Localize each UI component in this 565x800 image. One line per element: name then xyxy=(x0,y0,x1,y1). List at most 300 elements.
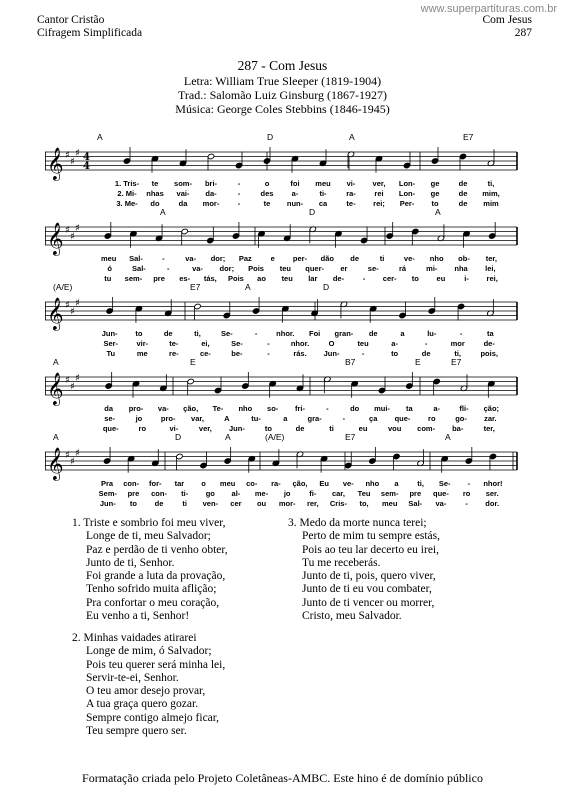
lyric-syllable: Lon- xyxy=(398,189,416,198)
lyric-syllable: ção; xyxy=(483,404,500,413)
sharp-icon: ♯ xyxy=(65,225,70,236)
lyric-syllable: Sem- xyxy=(98,489,117,498)
lyric-syllable: Sal- xyxy=(408,499,423,508)
verse-line: Paz e perdão de ti venho obter, xyxy=(86,543,228,556)
sharp-icon: ♯ xyxy=(75,148,80,159)
lyric-syllable: - xyxy=(166,264,170,273)
lyric-syllable: rei, xyxy=(486,274,498,283)
lyric-syllable: - xyxy=(267,349,270,358)
note-head xyxy=(194,303,201,309)
title-block xyxy=(0,58,565,116)
chord-symbol: E7 xyxy=(190,282,201,292)
note-head xyxy=(386,233,393,239)
lyric-syllable: ao xyxy=(257,274,266,283)
lyric-syllable: Se- xyxy=(438,479,451,488)
verse-1 xyxy=(72,517,228,623)
lyric-syllable: ção, xyxy=(292,479,308,488)
note-head xyxy=(235,162,242,168)
lyric-syllable: pre xyxy=(127,489,140,498)
note-head xyxy=(207,237,214,243)
lyric-syllable: ba- xyxy=(452,424,464,433)
sharp-icon: ♯ xyxy=(70,306,75,318)
sharp-icon: ♯ xyxy=(75,373,80,384)
note-head xyxy=(393,453,400,459)
lyric-syllable: 2. Mi- xyxy=(117,189,137,198)
verse-3 xyxy=(288,517,440,623)
lyric-syllable: nhas xyxy=(146,189,164,198)
lyric-syllable: ser. xyxy=(485,489,499,498)
lyric-syllable: te xyxy=(151,179,159,188)
lyric-syllable: de xyxy=(154,499,164,508)
translation-credit: Trad.: Salomão Luiz Ginsburg (1867-1927) xyxy=(178,88,387,102)
sharp-icon: ♯ xyxy=(70,456,75,468)
note-head xyxy=(465,458,472,464)
lyric-syllable: - xyxy=(267,339,270,348)
chord-symbol: E7 xyxy=(451,357,462,367)
note-head xyxy=(214,387,221,393)
verse-line: Servir-te-ei, Senhor. xyxy=(86,671,179,684)
lyric-syllable: Se- xyxy=(231,339,243,348)
lyric-syllable: ti, xyxy=(487,179,495,188)
lyric-syllable: pro- xyxy=(160,414,176,423)
lyric-syllable: Jun- xyxy=(323,349,340,358)
lyric-syllable: - xyxy=(424,339,428,348)
lyric-syllable: sem- xyxy=(380,489,399,498)
lyric-syllable: nun- xyxy=(286,199,304,208)
chord-symbol: D xyxy=(267,132,274,142)
lyric-syllable: jo xyxy=(135,414,143,423)
lyric-syllable: ve- xyxy=(403,254,415,263)
sharp-icon: ♯ xyxy=(65,450,70,461)
verse-line: Longe de ti, meu Salvador; xyxy=(86,530,211,543)
lyric-syllable: de xyxy=(163,329,173,338)
lyric-syllable: eu xyxy=(358,424,368,433)
lyric-syllable: teu xyxy=(357,339,369,348)
lyric-syllable: lu- xyxy=(427,329,437,338)
lyric-syllable: de xyxy=(421,349,431,358)
lyric-syllable: O xyxy=(328,339,335,348)
chord-symbol: D xyxy=(323,282,330,292)
lyrics-credit: Letra: William True Sleeper (1819-1904) xyxy=(183,74,382,88)
page-title: 287 - Com Jesus xyxy=(237,58,328,73)
lyric-syllable: dor; xyxy=(210,254,226,263)
chord-symbol: A xyxy=(245,282,251,292)
lyric-syllable: Lon- xyxy=(398,179,416,188)
note-head xyxy=(242,383,249,389)
lyric-syllable: con- xyxy=(151,489,167,498)
lyric-syllable: que- xyxy=(102,424,119,433)
lyric-syllable: ti xyxy=(182,499,187,508)
lyric-syllable: re- xyxy=(169,349,179,358)
note-head xyxy=(459,153,466,159)
lyric-syllable: per- xyxy=(292,254,308,263)
lyric-syllable: te- xyxy=(169,339,179,348)
note-head xyxy=(489,453,496,459)
lyric-syllable: ti, xyxy=(194,329,201,338)
verse-line: Tu me receberás. xyxy=(302,556,381,569)
lyric-syllable: Ser- xyxy=(103,339,119,348)
lyric-syllable: va- xyxy=(185,254,197,263)
lyric-syllable: ra- xyxy=(271,479,281,488)
lyric-syllable: vou xyxy=(387,424,402,433)
chord-symbol: E7 xyxy=(345,432,356,442)
lyric-syllable: vi- xyxy=(346,179,356,188)
note-head xyxy=(378,387,385,393)
lyric-syllable: - xyxy=(362,274,366,283)
verse-line: O teu amor desejo provar, xyxy=(86,685,206,698)
lyric-syllable: a xyxy=(400,329,405,338)
lyric-syllable: meu xyxy=(100,254,117,263)
verse-line: Cristo, meu Salvador. xyxy=(302,610,402,623)
lyric-syllable: Teu xyxy=(357,489,371,498)
note-head xyxy=(457,303,464,309)
lyric-syllable: te xyxy=(263,199,271,208)
sharp-icon: ♯ xyxy=(75,223,80,234)
lyric-syllable: gran- xyxy=(334,329,354,338)
lyric-syllable: va- xyxy=(192,264,203,273)
verse-line: Pra confortar o meu coração, xyxy=(86,596,220,609)
lyric-syllable: jo xyxy=(283,489,291,498)
lyric-syllable: da- xyxy=(205,189,217,198)
lyric-syllable: ó xyxy=(107,264,112,273)
lyric-syllable: - xyxy=(459,329,463,338)
lyric-syllable: de- xyxy=(483,339,495,348)
lyric-syllable: rei; xyxy=(373,199,385,208)
lyric-syllable: dor; xyxy=(219,264,235,273)
lyric-syllable: ta xyxy=(487,329,494,338)
lyric-syllable: mor- xyxy=(202,199,220,208)
lyric-syllable: 1. Tris- xyxy=(114,179,140,188)
lyric-syllable: a- xyxy=(433,404,440,413)
lyric-syllable: 3. Me- xyxy=(116,199,138,208)
lyric-syllable: pro- xyxy=(128,404,144,413)
lyric-syllable: - xyxy=(467,479,471,488)
lyric-syllable: va- xyxy=(435,499,447,508)
lyric-syllable: que- xyxy=(394,414,411,423)
sharp-icon: ♯ xyxy=(70,231,75,243)
lyric-syllable: nhor. xyxy=(276,329,295,338)
lyric-syllable: Eu xyxy=(319,479,329,488)
lyric-syllable: meu xyxy=(315,179,331,188)
lyric-syllable: de xyxy=(458,189,468,198)
lyric-syllable: - xyxy=(237,179,241,188)
lyric-syllable: dão xyxy=(320,254,334,263)
lyric-syllable: ge xyxy=(430,189,440,198)
lyric-syllable: sem- xyxy=(124,274,143,283)
lyric-syllable: ra- xyxy=(346,189,356,198)
lyric-syllable: er xyxy=(340,264,348,273)
chord-symbol: D xyxy=(175,432,182,442)
lyric-syllable: ter, xyxy=(483,424,495,433)
chord-symbol: A xyxy=(225,432,231,442)
lyric-syllable: Per- xyxy=(399,199,415,208)
note-head xyxy=(252,308,259,314)
lyric-syllable: rás. xyxy=(293,349,307,358)
note-head xyxy=(176,453,183,459)
lyric-syllable: Cris- xyxy=(329,499,347,508)
lyric-syllable: cer- xyxy=(382,274,397,283)
lyric-syllable: lei, xyxy=(485,264,496,273)
verse-line: Junto de ti, Senhor. xyxy=(86,556,175,569)
lyric-syllable: ti- xyxy=(181,489,189,498)
lyric-syllable: o xyxy=(201,479,206,488)
music-credit: Música: George Coles Stebbins (1846-1945) xyxy=(175,102,390,116)
lyric-syllable: da xyxy=(104,404,114,413)
lyric-syllable: ta xyxy=(405,404,413,413)
lyric-syllable: tás, xyxy=(203,274,217,283)
time-sig-top: 4 xyxy=(83,152,90,163)
note-head xyxy=(104,233,111,239)
time-sig-bottom: 4 xyxy=(83,161,90,172)
chord-symbol: A xyxy=(445,432,451,442)
lyric-syllable: meu xyxy=(219,479,236,488)
lyric-syllable: ti- xyxy=(319,189,327,198)
lyric-syllable: mim, xyxy=(482,189,500,198)
note-head xyxy=(431,158,438,164)
verse-line: Perto de mim tu sempre estás, xyxy=(302,530,440,543)
verse-line: Junto de ti, pois, quero viver, xyxy=(302,570,436,583)
lyric-syllable: co- xyxy=(246,479,258,488)
lyric-syllable: ti xyxy=(379,254,385,263)
lyric-syllable: nhor! xyxy=(483,479,503,488)
header-left xyxy=(37,14,142,40)
music-system-3 xyxy=(45,282,517,360)
lyric-syllable: rer, xyxy=(306,499,319,508)
lyric-syllable: var, xyxy=(191,414,204,423)
lyric-syllable: ce- xyxy=(199,349,211,358)
sharp-icon: ♯ xyxy=(65,150,70,161)
lyric-syllable: pre xyxy=(153,274,165,283)
note-head xyxy=(488,233,495,239)
lyric-syllable: es- xyxy=(179,274,191,283)
chord-symbol: E7 xyxy=(463,132,474,142)
verse-line: Tenho sofrido muita aflição; xyxy=(86,583,217,596)
lyric-syllable: mui- xyxy=(374,404,390,413)
note-head xyxy=(360,237,367,243)
lyric-syllable: do xyxy=(350,404,360,413)
note-head xyxy=(207,153,214,159)
lyric-syllable: ter, xyxy=(485,254,497,263)
verse-line: Longe de mim, ó Salvador; xyxy=(86,645,212,658)
lyric-syllable: o xyxy=(264,179,270,188)
verse-line: Junto de ti eu vou combater, xyxy=(302,583,432,596)
lyric-syllable: to, xyxy=(359,499,369,508)
note-head xyxy=(103,458,110,464)
verse-line: 1. Triste e sombrio foi meu viver, xyxy=(72,517,226,529)
lyric-syllable: - xyxy=(237,189,241,198)
lyric-syllable: ei, xyxy=(201,339,210,348)
note-head xyxy=(224,458,231,464)
lyric-syllable: so- xyxy=(267,404,279,413)
lyric-syllable: go xyxy=(205,489,215,498)
lyric-syllable: a xyxy=(394,479,399,488)
note-head xyxy=(223,312,230,318)
lyric-syllable: quer- xyxy=(305,264,325,273)
lyric-syllable: des xyxy=(260,189,274,198)
lyric-syllable: vi- xyxy=(169,424,179,433)
note-head xyxy=(406,383,413,389)
lyric-syllable: vai- xyxy=(176,189,190,198)
lyric-syllable: lar xyxy=(308,274,318,283)
lyric-syllable: to xyxy=(129,499,137,508)
lyric-syllable: de xyxy=(458,179,468,188)
note-head xyxy=(123,158,130,164)
treble-clef-icon: 𝄞 xyxy=(47,222,64,255)
lyric-syllable: se- xyxy=(104,414,116,423)
note-head xyxy=(200,462,207,468)
lyric-syllable: - xyxy=(465,499,468,508)
lyric-syllable: tu- xyxy=(251,414,261,423)
verse-line: A tua graça quero gozar. xyxy=(86,698,199,711)
lyric-line-3 xyxy=(45,499,517,510)
note-head xyxy=(433,378,440,384)
lyric-syllable: gra- xyxy=(307,414,322,423)
lyric-syllable: for- xyxy=(149,479,162,488)
note-head xyxy=(181,228,188,234)
lyric-syllable: Pois xyxy=(248,264,264,273)
verse-line: Pois ao teu lar decerto eu irei, xyxy=(302,543,439,556)
lyric-syllable: a- xyxy=(391,339,398,348)
lyric-syllable: mi- xyxy=(426,264,438,273)
treble-clef-icon: 𝄞 xyxy=(47,447,64,480)
lyric-syllable: meu xyxy=(381,499,398,508)
treble-clef-icon: 𝄞 xyxy=(47,297,64,330)
music-system-2 xyxy=(45,207,517,285)
lyric-syllable: ca xyxy=(318,199,328,208)
hymn-title-short: Com Jesus xyxy=(482,14,532,26)
lyric-syllable: fi- xyxy=(309,489,317,498)
lyric-syllable: ti, xyxy=(417,479,424,488)
note-head xyxy=(232,233,239,239)
note-head xyxy=(105,383,112,389)
lyric-syllable: se- xyxy=(367,264,379,273)
chord-symbol: A xyxy=(53,357,59,367)
lyric-syllable: me xyxy=(136,349,148,358)
lyric-syllable: nho xyxy=(365,479,380,488)
lyric-syllable: de- xyxy=(332,274,345,283)
lyric-syllable: Sal- xyxy=(129,254,143,263)
lyric-syllable: tar xyxy=(174,479,185,488)
lyric-syllable: de xyxy=(350,254,360,263)
lyric-syllable: dor. xyxy=(485,499,500,508)
lyric-syllable: - xyxy=(361,349,365,358)
note-head xyxy=(187,378,194,384)
chord-symbol: A xyxy=(435,207,441,217)
lyric-syllable: be- xyxy=(231,349,243,358)
lyric-syllable: - xyxy=(237,199,241,208)
lyric-syllable: que- xyxy=(433,489,449,498)
book-name: Cantor Cristão xyxy=(37,14,105,26)
lyric-syllable: - xyxy=(162,254,165,263)
lyric-syllable: de xyxy=(368,329,378,338)
note-head xyxy=(369,458,376,464)
lyric-syllable: som- xyxy=(174,179,192,188)
chord-symbol: E xyxy=(415,357,421,367)
note-head xyxy=(412,228,419,234)
watermark: www.superpartituras.com.br xyxy=(420,3,557,15)
sharp-icon: ♯ xyxy=(65,300,70,311)
lyric-syllable: to xyxy=(135,329,143,338)
lyric-syllable: rá xyxy=(398,264,407,273)
lyric-syllable: ou xyxy=(256,499,267,508)
sharp-icon: ♯ xyxy=(75,298,80,309)
music-system-1 xyxy=(45,132,517,210)
chord-symbol: E xyxy=(190,357,196,367)
lyric-syllable: go- xyxy=(455,414,467,423)
lyric-syllable: ve- xyxy=(342,479,354,488)
lyric-syllable: da xyxy=(178,199,188,208)
note-head xyxy=(403,162,410,168)
lyric-syllable: foi xyxy=(290,179,300,188)
lyric-syllable: i- xyxy=(464,274,469,283)
lyric-syllable: ti xyxy=(329,424,334,433)
lyric-syllable: ob- xyxy=(458,254,470,263)
lyric-syllable: ça xyxy=(369,414,378,423)
sharp-icon: ♯ xyxy=(75,448,80,459)
lyric-syllable: Pois xyxy=(228,274,244,283)
verse-line: Foi grande a luta da provação, xyxy=(86,570,226,583)
arrangement-name: Cifragem Simplificada xyxy=(37,27,143,39)
lyric-syllable: Pra xyxy=(101,479,114,488)
lyric-syllable: de xyxy=(295,424,305,433)
note-head xyxy=(345,462,352,468)
lyric-syllable: Sal- xyxy=(132,264,146,273)
lyric-syllable: Tu xyxy=(106,349,116,358)
hymn-number: 287 xyxy=(514,27,532,39)
lyric-syllable: nha xyxy=(454,264,468,273)
verse-line: Eu venho a ti, Senhor! xyxy=(86,610,190,623)
music-system-5 xyxy=(45,432,517,510)
lyric-syllable: teu xyxy=(281,274,293,283)
lyric-syllable: zar. xyxy=(484,414,497,423)
lyric-syllable: do xyxy=(150,199,160,208)
lyric-syllable: a- xyxy=(291,189,299,198)
lyric-syllable: te- xyxy=(346,199,356,208)
lyric-syllable: ge xyxy=(430,179,440,188)
lyric-syllable: to xyxy=(391,349,399,358)
lyric-syllable: - xyxy=(254,329,258,338)
sharp-icon: ♯ xyxy=(65,375,70,386)
lyric-syllable: con- xyxy=(123,479,140,488)
lyric-syllable: mim xyxy=(483,199,499,208)
lyric-syllable: A xyxy=(224,414,230,423)
lyric-syllable: car, xyxy=(331,489,345,498)
lyric-syllable: - xyxy=(342,414,346,423)
lyric-syllable: to xyxy=(431,199,439,208)
chord-symbol: A xyxy=(97,132,103,142)
lyric-syllable: nho xyxy=(429,254,444,263)
lyric-syllable: Jun- xyxy=(99,499,116,508)
lyric-syllable: ro xyxy=(138,424,147,433)
verse-line: 2. Minhas vaidades atirarei xyxy=(72,632,197,644)
verse-line: Pois teu querer será minha lei, xyxy=(86,658,226,671)
sharp-icon: ♯ xyxy=(70,381,75,393)
note-head xyxy=(399,312,406,318)
footer-note: Formatação criada pelo Projeto Coletâneas-AMBC. Este hino é de domínio público xyxy=(82,771,483,785)
lyric-syllable: ver, xyxy=(372,179,386,188)
lyric-syllable: pois, xyxy=(480,349,498,358)
header-right xyxy=(482,14,532,40)
chord-symbol: (A/E) xyxy=(265,432,285,442)
chord-symbol: A xyxy=(160,207,166,217)
lyric-syllable: cer xyxy=(230,499,242,508)
lyric-syllable: Foi xyxy=(309,329,321,338)
lyric-syllable: com- xyxy=(417,424,436,433)
music-system-4 xyxy=(45,357,517,435)
lyric-syllable: ção, xyxy=(183,404,199,413)
lyric-syllable: me- xyxy=(254,489,269,498)
verse-line: Sempre contigo almejo ficar, xyxy=(86,711,220,724)
